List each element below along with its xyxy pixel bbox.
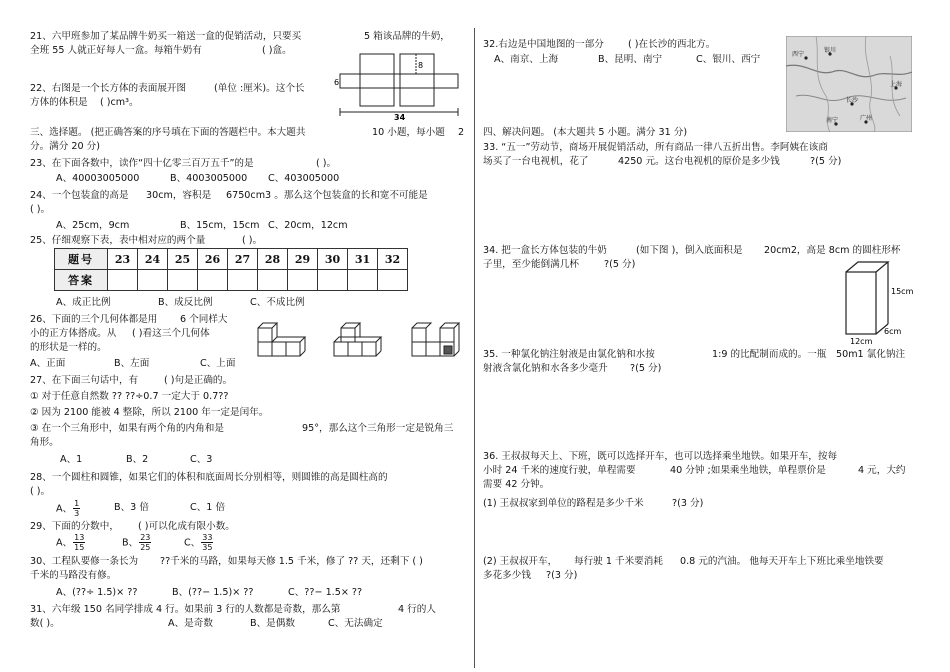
q30-option-a: A、(??÷ 1.5)× ?? — [56, 587, 138, 598]
q32-blank: ( )在长沙的西北方。 — [628, 39, 716, 50]
fraction: $\frac{1}{3}$ — [74, 499, 80, 518]
q30-option-c: C、??− 1.5× ?? — [288, 587, 363, 598]
box-length-label: 12cm — [850, 337, 873, 344]
section3-total: 分。满分 20 分) — [30, 141, 101, 152]
q29-blank: ( )可以化成有限小数。 — [138, 521, 235, 532]
map-label-xining: 西宁 — [792, 51, 805, 58]
q26-option-a: A、正面 — [30, 358, 66, 369]
q27-statement-3: ③ 在一个三角形中，如果有两个角的内角和是 — [30, 423, 224, 434]
q34-line2: 子里，至少能倒满几杯 — [483, 259, 579, 270]
q32-option-c: C、银川、西宁 — [696, 54, 761, 65]
q27-statement-2: ② 因为 2100 能被 4 整除，所以 2100 年一定是闰年。 — [30, 407, 269, 418]
q31-option-a: A、是奇数 — [168, 618, 213, 629]
q28-option-a — [56, 499, 81, 518]
q27-option-c: C、3 — [190, 454, 213, 465]
q27-statement-1: ① 对于任意自然数 ?? ??÷0.7 一定大于 0.7?? — [30, 391, 229, 402]
q24-option-a: A、25cm，9cm — [56, 220, 130, 231]
q24-option-b: B、15cm，15cm — [180, 220, 260, 231]
q27-text: 27、在下面三句话中，有 — [30, 375, 139, 386]
q27-statement-3c: 角形。 — [30, 437, 59, 448]
section4-heading: 四、解决问题。 (本大题共 5 小题。满分 31 分) — [483, 127, 688, 138]
q22-line2: 方体的体积是 — [30, 97, 88, 108]
q31-text: 31、六年级 150 名同学排成 4 行。如果前 3 行的人数都是奇数，那么第 — [30, 604, 341, 615]
q21-line2: 全班 55 人就正好每人一盒。每箱牛奶有 — [30, 45, 202, 56]
q25-option-a: A、成正比例 — [56, 297, 111, 308]
q36-part2-points: ?(3 分) — [546, 570, 578, 581]
q25-text: 25、仔细观察下表，表中相对应的两个量 — [30, 235, 206, 246]
q22-line1: 22、右图是一个长方体的表面展开图 — [30, 83, 187, 94]
q36-line2: 小时 24 千米的速度行驶，单程需要 — [483, 465, 636, 476]
grid-answer-cell[interactable] — [288, 270, 318, 291]
box-net-figure — [330, 48, 465, 120]
q28-option-b: B、3 倍 — [114, 502, 149, 513]
q33-line2: 场买了一台电视机，花了 — [483, 156, 589, 167]
q30-text: 30、工程队要修一条长为 — [30, 556, 139, 567]
q32-option-b: B、昆明、南宁 — [598, 54, 663, 65]
grid-answer-cell[interactable] — [108, 270, 138, 291]
grid-answer-cell[interactable] — [258, 270, 288, 291]
q27-option-b: B、2 — [126, 454, 149, 465]
q26-line2b: ( )看这三个几何体 — [132, 328, 210, 339]
q36-part2d: 多花多少钱 — [483, 570, 531, 581]
q22-blank: ( )cm³。 — [100, 97, 139, 108]
grid-answer-cell[interactable] — [378, 270, 408, 291]
grid-num: 24 — [138, 249, 168, 270]
q36-line2b: 40 分钟 ;如果乘坐地铁，单程票价是 — [670, 465, 826, 476]
grid-num: 29 — [288, 249, 318, 270]
q29-text: 29、下面的分数中， — [30, 521, 119, 532]
q26-line1b: 6 个同样大 — [180, 314, 228, 325]
q33-points: ?(5 分) — [810, 156, 842, 167]
grid-num: 28 — [258, 249, 288, 270]
q24-option-c: C、20cm，12cm — [268, 220, 348, 231]
q26-line3: 的形状是一样的。 — [30, 342, 107, 353]
q33-line2b: 4250 元。这台电视机的原价是多少钱 — [618, 156, 780, 167]
column-divider — [474, 28, 475, 668]
q23-option-a: A、40003005000 — [56, 173, 140, 184]
q35-points: ?(5 分) — [630, 363, 662, 374]
q35-line1: 35. 一种氯化钠注射液是由氯化钠和水按 — [483, 349, 655, 360]
q28-blank: ( )。 — [30, 486, 51, 497]
q36-line1: 36. 王叔叔每天上、下班，既可以选择开车，也可以选择乘坐地铁。如果开车，按每 — [483, 451, 838, 462]
fraction: $\frac{13}{15}$ — [74, 533, 85, 552]
grid-answer-cell[interactable] — [198, 270, 228, 291]
section3-heading: 三、选择题。 (把正确答案的序号填在下面的答题栏中。本大题共 — [30, 127, 306, 138]
section3-points: 2 — [458, 127, 465, 138]
map-label-yinchuan: 银川 — [824, 47, 837, 54]
q21-blank: ( )盒。 — [262, 45, 292, 56]
q23-blank: ( )。 — [316, 158, 337, 169]
grid-num: 25 — [168, 249, 198, 270]
q25-option-b: B、成反比例 — [158, 297, 213, 308]
q25-option-c: C、不成比例 — [250, 297, 305, 308]
q36-part1: (1) 王叔叔家到单位的路程是多少千米 — [483, 498, 644, 509]
q31-text-b: 4 行的人 — [398, 604, 436, 615]
q34-line1: 34. 把一盒长方体包装的牛奶 — [483, 245, 607, 256]
fraction: $\frac{23}{25}$ — [140, 533, 151, 552]
q36-line2c: 4 元，大约 — [858, 465, 906, 476]
map-label-shanghai: 上海 — [890, 81, 903, 88]
q30-option-b: B、(??− 1.5)× ?? — [172, 587, 254, 598]
grid-num: 23 — [108, 249, 138, 270]
q24-text-b: 30cm，容积是 — [146, 190, 212, 201]
q29-option-a: A、 $\frac{13}{15}$ — [56, 533, 85, 552]
q36-part2c: 0.8 元的汽油。 他每天开车上下班比乘坐地铁要 — [680, 556, 884, 567]
q23-option-c: C、403005000 — [268, 173, 340, 184]
box-width-label: 6cm — [884, 327, 902, 336]
q26-option-c: C、上面 — [200, 358, 236, 369]
net-length-label: 34 — [394, 113, 406, 120]
q23-text: 23、在下面各数中，读作“四十亿零三百万五千”的是 — [30, 158, 254, 169]
grid-num: 30 — [318, 249, 348, 270]
q31-option-b: B、是偶数 — [250, 618, 295, 629]
q27-statement-3b: 95°，那么这个三角形一定是锐角三 — [302, 423, 454, 434]
grid-header-label: 题号 — [55, 249, 108, 270]
q35-line1b: 1:9 的比配制而成的。一瓶 — [712, 349, 827, 360]
q32-option-a: A、南京、上海 — [494, 54, 559, 65]
cube-figures — [254, 316, 468, 362]
q27-option-a: A、1 — [60, 454, 83, 465]
grid-answer-cell[interactable] — [138, 270, 168, 291]
q31-blank: 数( )。 — [30, 618, 60, 629]
box-height-label: 15cm — [891, 287, 914, 296]
q26-option-b: B、左面 — [114, 358, 150, 369]
q34-line1b: (如下图 )，倒入底面积是 — [636, 245, 743, 256]
q32-text: 32.右边是中国地图的一部分 — [483, 39, 604, 50]
q36-part1-points: ?(3 分) — [672, 498, 704, 509]
q35-line1c: 50m1 氯化钠注 — [836, 349, 906, 360]
q21-line1: 21、六甲班参加了某品牌牛奶买一箱送一盒的促销活动，只要买 — [30, 31, 302, 42]
q28-option-a-prefix: A、 — [56, 503, 73, 515]
china-map — [786, 36, 912, 132]
grid-answer-cell[interactable] — [228, 270, 258, 291]
q26-line1: 26、下面的三个几何体都是用 — [30, 314, 158, 325]
q26-line2: 小的正方体搭成。从 — [30, 328, 117, 339]
net-width-label: 8 — [418, 61, 424, 70]
q33-line1: 33. “五一”劳动节，商场开展促销活动，所有商品一律八五折出售。李阿姨在该商 — [483, 142, 828, 153]
q22-line1b: (单位 :厘米)。这个长 — [214, 83, 305, 94]
q34-line1c: 20cm2，高是 8cm 的圆柱形杯 — [764, 245, 901, 256]
q29-option-c: C、 $\frac{33}{35}$ — [184, 533, 213, 552]
grid-num: 27 — [228, 249, 258, 270]
grid-answer-label: 答案 — [55, 270, 108, 291]
map-label-nanning: 南宁 — [826, 117, 839, 124]
q24-text-c: 6750cm3 。那么这个包装盒的长和宽不可能是 — [226, 190, 428, 201]
q34-points: ?(5 分) — [604, 259, 636, 270]
q36-part2: (2) 王叔叔开车， — [483, 556, 558, 567]
section3-count: 10 小题，每小题 — [372, 127, 445, 138]
q21-line1b: 5 箱该品牌的牛奶， — [364, 31, 450, 42]
q31-option-c: C、无法确定 — [328, 618, 383, 629]
net-height-label: 6 — [334, 78, 340, 87]
q24-text: 24、一个包装盒的高是 — [30, 190, 129, 201]
answer-grid — [54, 248, 408, 291]
map-label-changsha: 长沙 — [846, 97, 859, 104]
q25-blank: ( )。 — [242, 235, 263, 246]
q24-blank: ( )。 — [30, 204, 51, 215]
grid-num: 31 — [348, 249, 378, 270]
q36-line3: 需要 42 分钟。 — [483, 479, 550, 490]
grid-answer-cell[interactable] — [168, 270, 198, 291]
q36-part2b: 每行驶 1 千米要消耗 — [574, 556, 663, 567]
grid-num: 26 — [198, 249, 228, 270]
milk-box-figure — [840, 258, 920, 344]
q28-text: 28、一个圆柱和圆锥，如果它们的体积和底面周长分别相等，则圆锥的高是圆柱高的 — [30, 472, 388, 483]
q30-text-b: ??千米的马路，如果每天修 1.5 千米，修了 ?? 天，还剩下 ( ) — [160, 556, 423, 567]
fraction: $\frac{33}{35}$ — [202, 533, 213, 552]
grid-answer-cell[interactable] — [348, 270, 378, 291]
q35-line2: 射液含氯化钠和水各多少毫升 — [483, 363, 608, 374]
q23-option-b: B、4003005000 — [170, 173, 248, 184]
grid-answer-cell[interactable] — [318, 270, 348, 291]
grid-num: 32 — [378, 249, 408, 270]
q30-text-c: 千米的马路没有修。 — [30, 570, 117, 581]
q27-blank: ( )句是正确的。 — [164, 375, 233, 386]
q28-option-c: C、1 倍 — [190, 502, 226, 513]
map-label-guangzhou: 广州 — [860, 115, 873, 122]
q29-option-b: B、 $\frac{23}{25}$ — [122, 533, 151, 552]
